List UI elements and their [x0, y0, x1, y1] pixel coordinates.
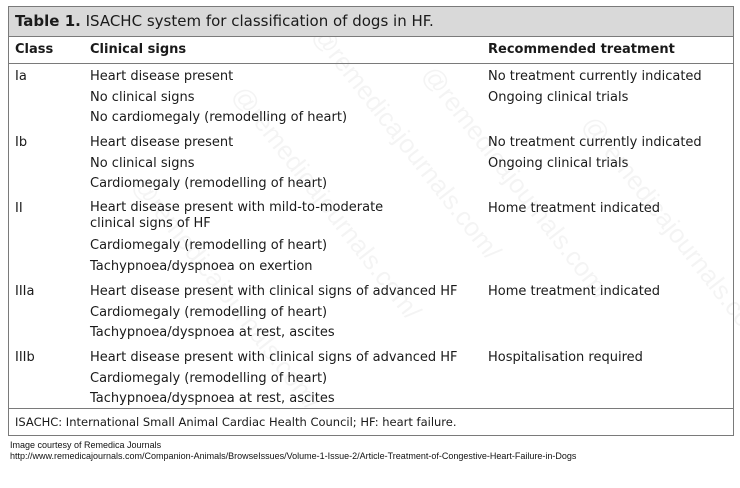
- sign-line: No clinical signs: [90, 155, 195, 171]
- treatment-cell: [488, 67, 728, 108]
- sign-line: Tachypnoea/dyspnoea on exertion: [90, 258, 313, 274]
- sign-line: Cardiomegaly (remodelling of heart): [90, 176, 328, 191]
- treatment-line: Home treatment indicated: [488, 201, 661, 216]
- sign-line: No cardiomegaly (remodelling of heart): [90, 110, 348, 125]
- treatment-line: Home treatment indicated: [488, 284, 661, 299]
- class-cell: Ib: [15, 135, 28, 150]
- class-cell: Ia: [15, 69, 27, 84]
- treatment-line: Ongoing clinical trials: [488, 155, 629, 171]
- credit-url: http://www.remedicajournals.com/Companion-Animals/BrowseIssues/Volume-1-Issue-2/Article-Treatment-of-Congestive-Heart-Failure-in-Dogs: [10, 451, 577, 461]
- classification-table: [8, 6, 734, 436]
- treatment-cell: [488, 348, 728, 369]
- treatment-line: Ongoing clinical trials: [488, 89, 629, 105]
- treatment-line: No treatment currently indicated: [488, 69, 702, 84]
- table-title-text: ISACHC system for classification of dogs in HF.: [80, 12, 434, 30]
- treatment-line: Hospitalisation required: [488, 350, 643, 365]
- treatment-cell: [488, 133, 728, 174]
- sign-line: Heart disease present with mild-to-moderate clinical signs of HF: [90, 200, 384, 231]
- treatment-cell: [488, 199, 728, 220]
- image-credit: [10, 440, 576, 462]
- signs-cell: [90, 199, 450, 277]
- table-title: [9, 7, 733, 36]
- table-body: [9, 64, 733, 408]
- sign-line: Heart disease present with clinical signs of advanced HF: [90, 350, 458, 365]
- class-cell: IIIa: [15, 284, 35, 299]
- sign-line: Heart disease present: [90, 69, 234, 84]
- signs-cell: [90, 348, 458, 410]
- sign-line: Cardiomegaly (remodelling of heart): [90, 304, 328, 320]
- header-clinical-signs: Clinical signs: [90, 42, 187, 57]
- header-recommended-treatment: Recommended treatment: [488, 42, 675, 57]
- credit-line: Image courtesy of Remedica Journals: [10, 440, 162, 450]
- treatment-line: No treatment currently indicated: [488, 135, 702, 150]
- signs-cell: [90, 282, 458, 344]
- sign-line: Tachypnoea/dyspnoea at rest, ascites: [90, 325, 335, 340]
- table-header-row: [9, 36, 733, 64]
- class-cell: II: [15, 201, 23, 216]
- sign-line: Heart disease present with clinical signs of advanced HF: [90, 284, 458, 299]
- sign-line: Cardiomegaly (remodelling of heart): [90, 238, 328, 253]
- treatment-cell: [488, 282, 728, 303]
- table-title-label: Table 1.: [15, 12, 81, 30]
- sign-line: Tachypnoea/dyspnoea at rest, ascites: [90, 391, 335, 406]
- sign-line: Cardiomegaly (remodelling of heart): [90, 370, 328, 386]
- signs-cell: [90, 67, 450, 129]
- table-footnote: ISACHC: International Small Animal Cardiac Health Council; HF: heart failure.: [9, 408, 733, 435]
- sign-line: No clinical signs: [90, 89, 195, 105]
- header-class: Class: [15, 42, 54, 57]
- class-cell: IIIb: [15, 350, 35, 365]
- signs-cell: [90, 133, 450, 195]
- sign-line: Heart disease present: [90, 135, 234, 150]
